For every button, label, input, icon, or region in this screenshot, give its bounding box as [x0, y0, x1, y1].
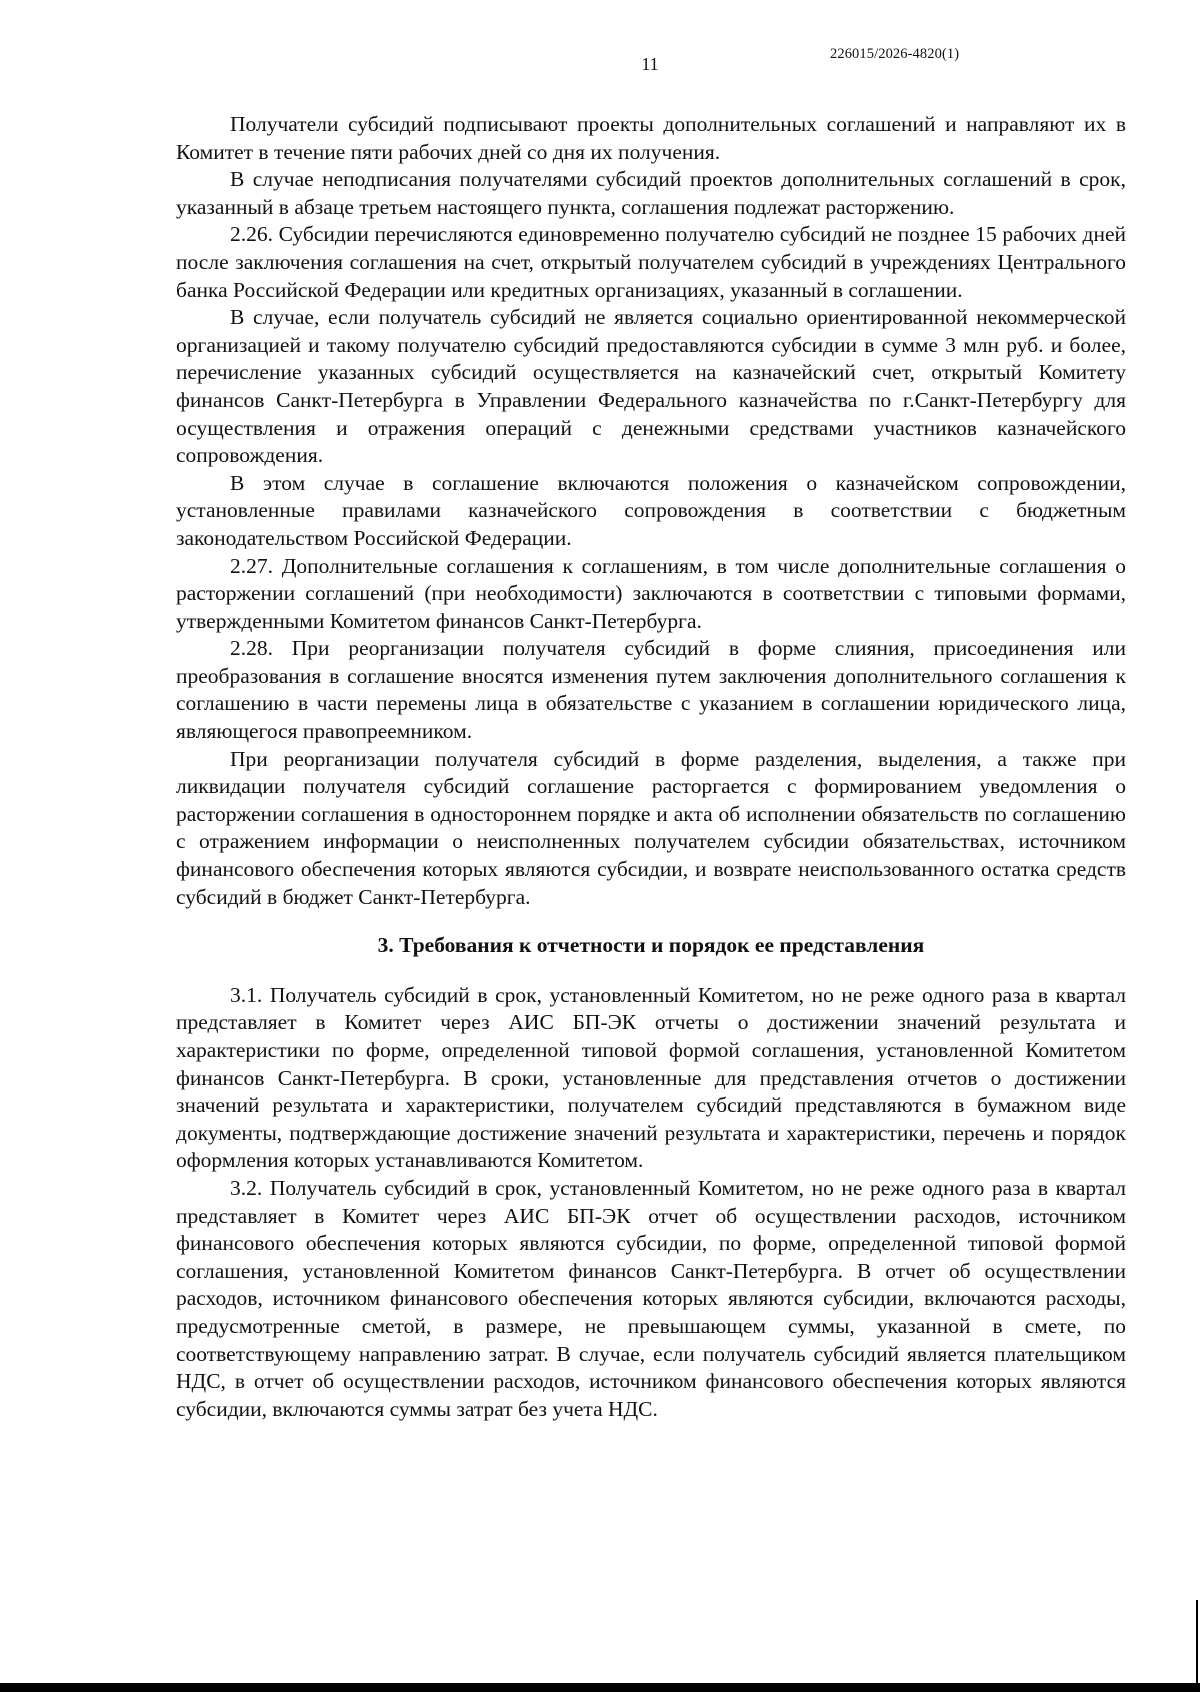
paragraph-non-signing-termination: В случае неподписания получателями субсидий проектов дополнительных соглашений в срок, указанный в абзаце третьем настоящего пункта, соглашения подлежат расторжению. — [176, 167, 1126, 219]
paragraph-3-1: 3.1. Получатель субсидий в срок, установленный Комитетом, но не реже одного раза в квартал представляет в Комитет через АИС БП-ЭК отчеты о достижении значений результата и характеристики по форме, определенной типовой формой соглашения, установленной Комитетом финансов Санкт-Петербурга. В сроки, установленные для представления отчетов о достижении значений результата и характеристики, получателем субсидий представляются в бумажном виде документы, подтверждающие достижение значений результата и характеристики, перечень и порядок оформления которых устанавливаются Комитетом. — [176, 982, 1126, 1173]
scan-edge-line-bottom — [0, 1683, 1200, 1692]
paragraph-reorganization-liquidation: При реорганизации получателя субсидий в форме разделения, выделения, а также при ликвидации получателя субсидий соглашение расторгается с формированием уведомления о расторжении соглашения в одностороннем порядке и акта об исполнении обязательств по соглашению с отражением информации о неисполненных получателем субсидии обязательствах, источником финансового обеспечения которых являются субсидии, и возврате неиспользованного остатка средств субсидий в бюджет Санкт-Петербурга. — [176, 746, 1126, 909]
paragraph-2-28: 2.28. При реорганизации получателя субсидий в форме слияния, присоединения или преобразования в соглашение вносятся изменения путем заключения дополнительного соглашения к соглашению в части перемены лица в обязательстве с указанием в соглашении юридического лица, являющегося правопреемником. — [176, 636, 1126, 744]
document-registration-code: 226015/2026-4820(1) — [830, 46, 960, 62]
document-body — [176, 111, 1126, 1423]
paragraph-3-2: 3.2. Получатель субсидий в срок, установленный Комитетом, но не реже одного раза в квартал представляет в Комитет через АИС БП-ЭК отчет об осуществлении расходов, источником финансового обеспечения которых являются субсидии, по форме, определенной типовой формой соглашения, установленной Комитетом финансов Санкт-Петербурга. В отчет об осуществлении расходов, источником финансового обеспечения которых являются субсидии, включаются расходы, предусмотренные сметой, в размере, не превышающем суммы, указанной в смете, по соответствующему направлению затрат. В случае, если получатель субсидий является плательщиком НДС, в отчет об осуществлении расходов, источником финансового обеспечения которых являются субсидии, включаются суммы затрат без учета НДС. — [176, 1175, 1126, 1421]
paragraph-treasury-account: В случае, если получатель субсидий не является социально ориентированной некоммерческой организацией и такому получателю субсидий предоставляются субсидии в сумме 3 млн руб. и более, перечисление указанных субсидий осуществляется на казначейский счет, открытый Комитету финансов Санкт-Петербурга в Управлении Федерального казначейства по г.Санкт-Петербургу для осуществления и отражения операций с денежными средствами участников казначейского сопровождения. — [176, 305, 1126, 468]
page-number: 11 — [641, 54, 659, 74]
paragraph-signing-additional-agreements: Получатели субсидий подписывают проекты дополнительных соглашений и направляют их в Комитет в течение пяти рабочих дней со дня их получения. — [176, 112, 1126, 164]
paragraph-2-27: 2.27. Дополнительные соглашения к соглашениям, в том числе дополнительные соглашения о расторжении соглашений (при необходимости) заключаются в соответствии с типовыми формами, утвержденными Комитетом финансов Санкт-Петербурга. — [176, 553, 1126, 633]
scan-edge-line-right — [1196, 1600, 1198, 1692]
section-heading: 3. Требования к отчетности и порядок ее представления — [377, 933, 925, 958]
paragraph-treasury-support: В этом случае в соглашение включаются положения о казначейском сопровождении, установленные правилами казначейского сопровождения в соответствии с бюджетным законодательством Российской Федерации. — [176, 470, 1126, 550]
paragraph-2-26: 2.26. Субсидии перечисляются единовременно получателю субсидий не позднее 15 рабочих дней после заключения соглашения на счет, открытый получателем субсидий в учреждениях Центрального банка Российской Федерации или кредитных организациях, указанный в соглашении. — [176, 222, 1126, 302]
